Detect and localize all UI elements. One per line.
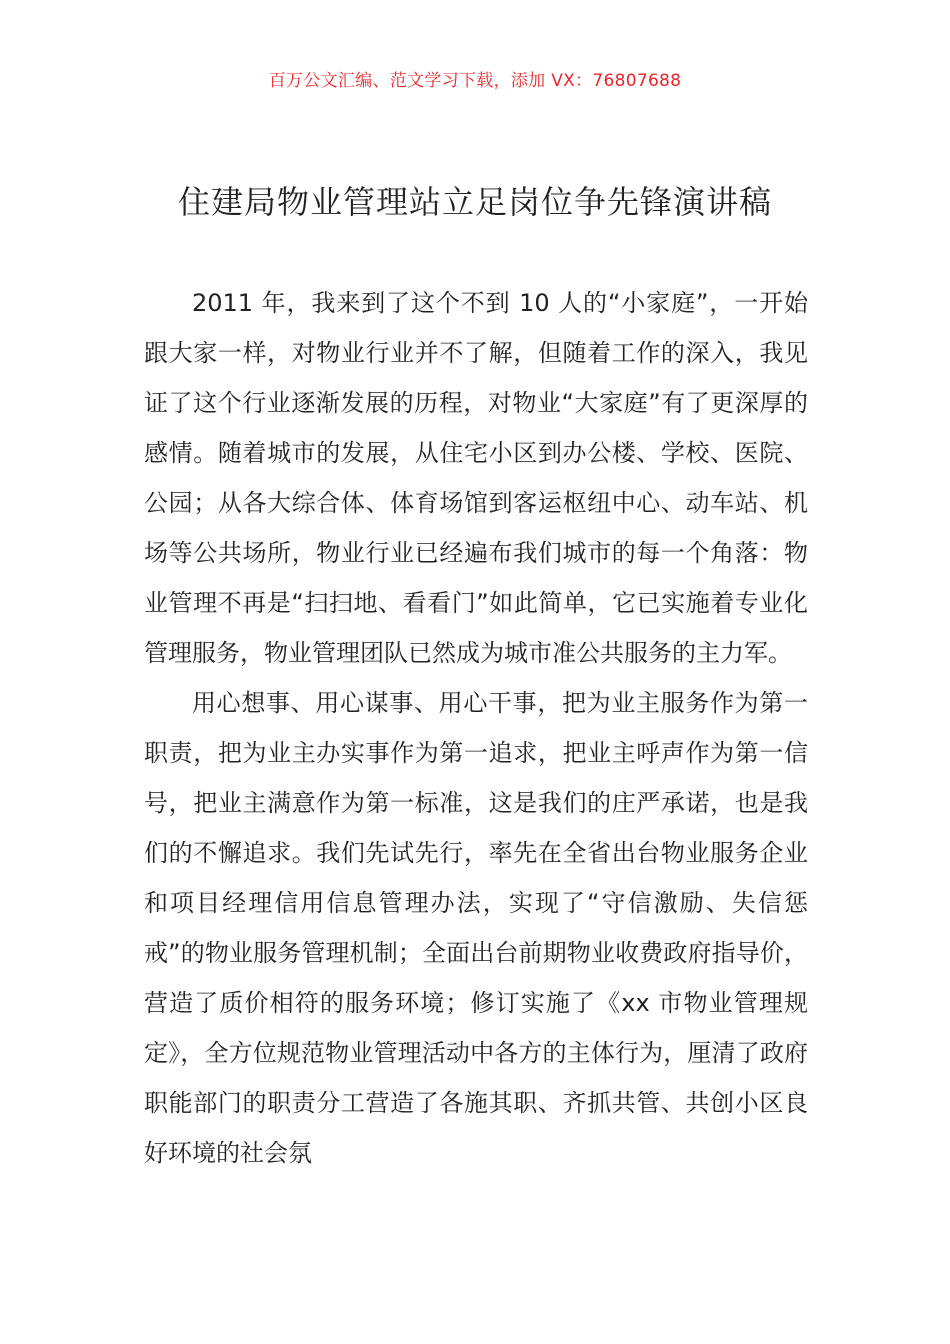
document-body — [144, 278, 808, 1178]
paragraph-2: 用心想事、用心谋事、用心干事，把为业主服务作为第一职责，把为业主办实事作为第一追求，把业主呼声作为第一信号，把业主满意作为第一标准，这是我们的庄严承诺，也是我们的不懈追求。我们先试先行，率先在全省出台物业服务企业和项目经理信用信息管理办法，实现了“守信激励、失信惩戒”的物业服务管理机制；全面出台前期物业收费政府指导价，营造了质价相符的服务环境；修订实施了《xx 市物业管理规定》，全方位规范物业管理活动中各方的主体行为，厘清了政府职能部门的职责分工营造了各施其职、齐抓共管、共创小区良好环境的社会氛 — [144, 689, 808, 1167]
document-title: 住建局物业管理站立足岗位争先锋演讲稿 — [177, 183, 772, 221]
header-watermark-note: 百万公文汇编、范文学习下载，添加 VX：76807688 — [268, 71, 682, 91]
paragraph-1: 2011 年，我来到了这个不到 10 人的“小家庭”，一开始跟大家一样，对物业行业并不了解，但随着工作的深入，我见证了这个行业逐渐发展的历程，对物业“大家庭”有了更深厚的感情。随着城市的发展，从住宅小区到办公楼、学校、医院、公园；从各大综合体、体育场馆到客运枢纽中心、动车站、机场等公共场所，物业行业已经遍布我们城市的每一个角落：物业管理不再是“扫扫地、看看门”如此简单，它已实施着专业化管理服务，物业管理团队已然成为城市准公共服务的主力军。 — [144, 289, 808, 667]
